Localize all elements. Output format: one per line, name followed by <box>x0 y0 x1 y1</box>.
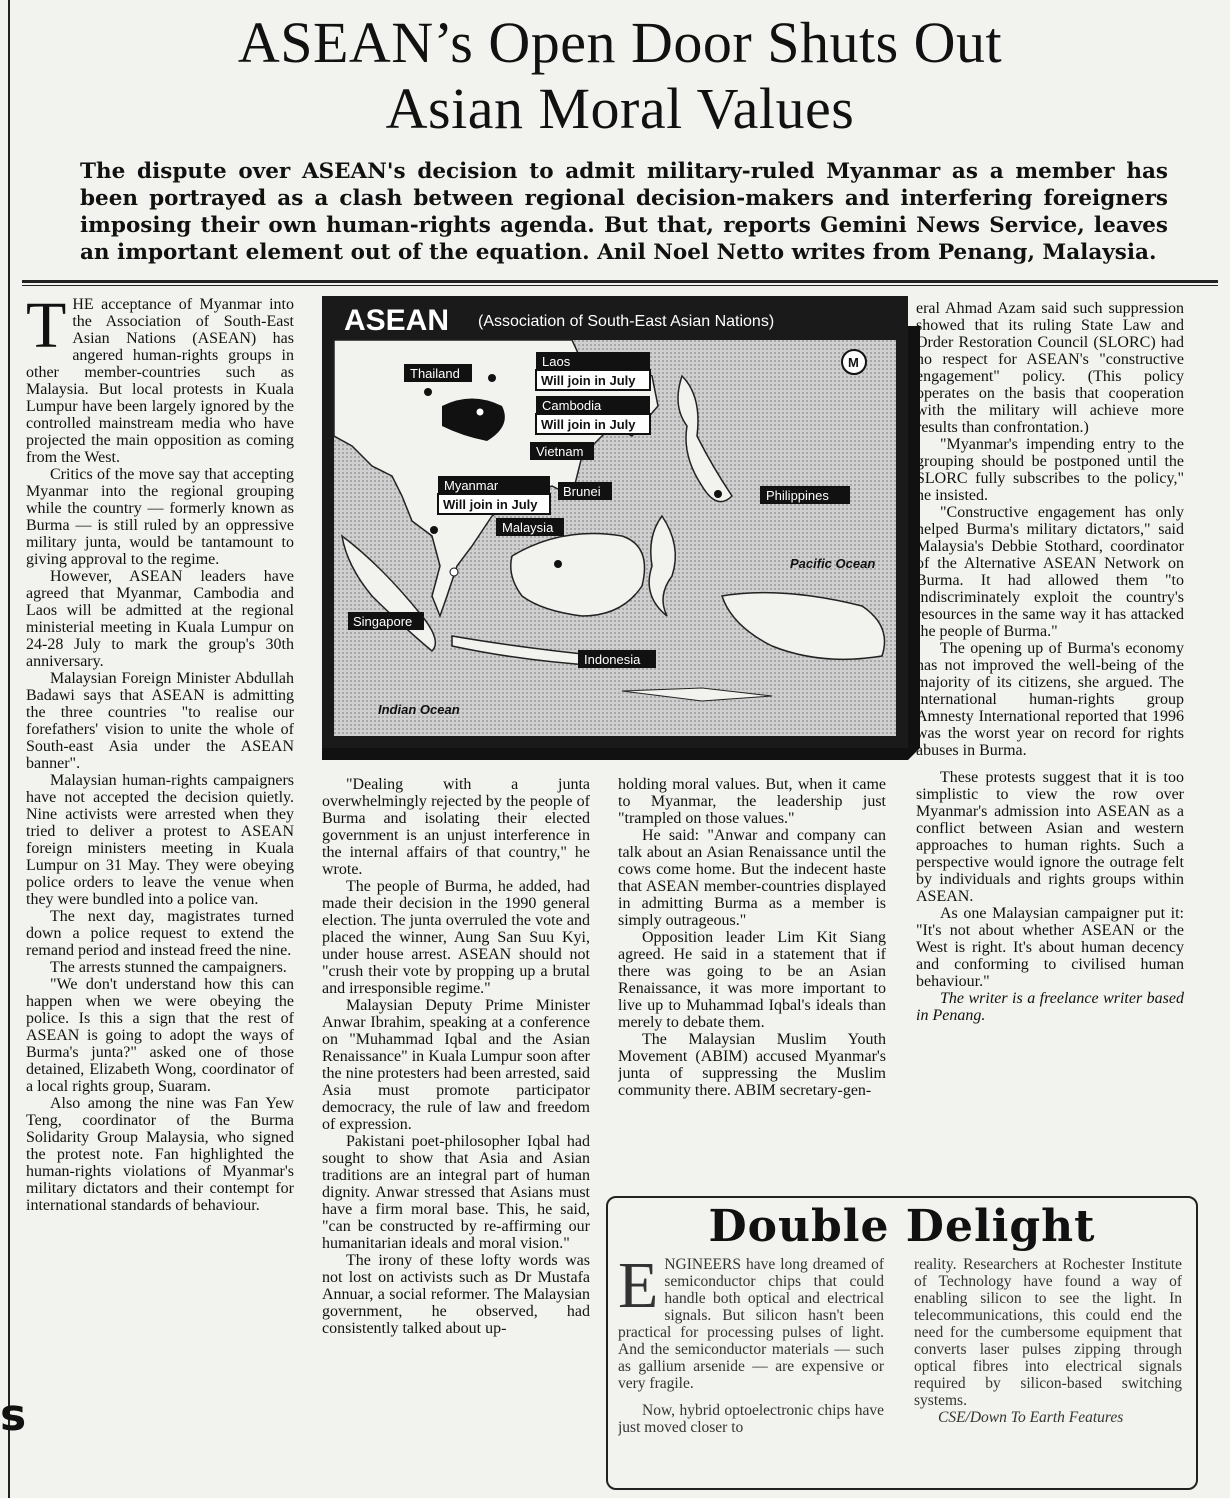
paragraph: The Malaysian Muslim Youth Movement (ABIM) accused Myanmar's junta of suppressing the Muslim community there. ABIM secretary-gen- <box>618 1031 886 1099</box>
paragraph: He said: "Anwar and company can talk about an Asian Renaissance until the cows come home. But the indecent haste that ASEAN member-countries displayed in admitting Burma as a member is simply outrageous." <box>618 827 886 929</box>
paragraph: The arrests stunned the campaigners. <box>50 959 287 976</box>
publisher-logo-text: M <box>848 355 859 370</box>
paragraph: As one Malaysian campaigner put it: "It's not about whether ASEAN or the West is right. It's about human decency and conforming to civilised human behaviour." <box>916 905 1184 990</box>
left-page-rule <box>8 0 10 1498</box>
sidebar-drop-cap: E <box>618 1256 659 1322</box>
svg-text:Philippines: Philippines <box>766 488 829 503</box>
article-column-2 <box>322 776 590 1482</box>
standfirst-text: The dispute over ASEAN's decision to admit military-ruled Myanmar as a member has been portrayed as a clash between regional decision-makers and interfering foreigners imposing their own human-rights agenda. But that, reports Gemini News Service, leaves an important element out of the equation. <box>80 159 1168 265</box>
svg-text:Will join in July: Will join in July <box>541 417 636 432</box>
paragraph: The irony of these lofty words was not lost on activists such as Dr Mustafa Annuar, a social reformer. The Malaysian government, he observed, had consistently talked about up- <box>322 1252 590 1337</box>
sidebar-column-2 <box>914 1256 1182 1482</box>
capital-dot <box>714 490 722 498</box>
deck-bottom-rule-thin <box>22 285 1218 286</box>
paragraph: The next day, magistrates turned down a police request to extend the remand period and instead freed the nine. <box>26 908 294 959</box>
author-tagline: The writer is a freelance writer based in Penang. <box>916 990 1184 1024</box>
paragraph: holding moral values. But, when it came to Myanmar, the leadership just "trampled on those values." <box>618 776 886 827</box>
label-brunei <box>558 482 612 500</box>
drop-cap: T <box>26 296 67 362</box>
label-cambodia <box>536 396 650 434</box>
capital-dot <box>488 374 496 382</box>
paragraph: The opening up of Burma's economy has not improved the well-being of the majority of its citizens, she argued. The international human-rights group Amnesty International reported that 1996 was the worst year on record for rights abuses in Burma. <box>916 640 1184 759</box>
paragraph: Also among the nine was Fan Yew Teng, coordinator of the Burma Solidarity Group Malaysia, who signed the protest note. Fan highlighted the human-rights violations of Myanmar's military dictators and their contempt for international standards of behaviour. <box>26 1095 294 1214</box>
svg-text:Thailand: Thailand <box>410 366 460 381</box>
article-column-3 <box>618 776 886 1188</box>
svg-text:Laos: Laos <box>542 354 571 369</box>
label-thailand <box>404 364 472 382</box>
label-philippines <box>760 486 850 504</box>
capital-dot <box>450 568 458 576</box>
article-column-1 <box>26 296 294 1482</box>
headline-line-1: ASEAN’s Open Door Shuts Out <box>237 10 1003 75</box>
capital-dot <box>476 408 484 416</box>
standfirst <box>80 158 1168 266</box>
paragraph: "Constructive engagement has only helped Burma's military dictators," said Malaysia's Debbie Stothard, coordinator of the Alternative ASEAN Network on Burma. It had allowed them "to indiscriminately exploit the country's resources in the same way it has attacked the people of Burma." <box>916 504 1184 640</box>
label-indian-ocean: Indian Ocean <box>378 702 460 717</box>
paragraph: Now, hybrid optoelectronic chips have just moved closer to <box>618 1402 884 1436</box>
paragraph: "Dealing with a junta overwhelmingly rejected by the people of Burma and isolating their elected government is an unjust interference in the internal affairs of that country," he wrote. <box>322 776 590 878</box>
paragraph: However, ASEAN leaders have agreed that Myanmar, Cambodia and Laos will be admitted at the regional ministerial meeting in Kuala Lumpur on 24-28 July to mark the group's 30th anniversary. <box>26 568 294 670</box>
paragraph: Opposition leader Lim Kit Siang agreed. He said in a statement that if there was going to be an Asian Renaissance, it was more important to live up to Muhammad Iqbal's ideals than merely to debate them. <box>618 929 886 1031</box>
lead-paragraph: THE acceptance of Myanmar into the Association of South-East Asian Nations (ASEAN) has angered human-rights groups in other member-countries such as Malaysia. But local protests in Kuala Lumpur have been largely ignored by the controlled mainstream media who have projected the main opposition as coming from the West. <box>26 296 294 466</box>
paragraph: The people of Burma, he added, had made their decision in the 1990 general election. The junta overruled the vote and placed the winner, Aung San Suu Kyi, under house arrest. ASEAN should not "crush their vote by propping up a brutal and irresponsible regime." <box>322 878 590 997</box>
capital-dot <box>430 526 438 534</box>
label-malaysia <box>496 518 564 536</box>
sidebar-column-1 <box>618 1256 884 1482</box>
paragraph: Malaysian Foreign Minister Abdullah Badawi says that ASEAN is admitting the three countries "to realise our forefathers' vision to unite the whole of South-east Asia under the ASEAN banner". <box>26 670 294 772</box>
label-singapore <box>348 612 424 630</box>
paragraph: Critics of the move say that accepting Myanmar into the regional grouping while the country — formerly known as Burma — is still ruled by an oppressive military junta, would be tantamount to giving approval to the regime. <box>26 466 294 568</box>
paragraph: "We don't understand how this can happen when we were obeying the police. Is this a sign that the rest of ASEAN is going to adopt the ways of Burma's junta?" asked one of those detained, Elizabeth Wong, coordinator of a local rights group, Suaram. <box>26 976 294 1095</box>
paragraph: "Myanmar's impending entry to the grouping should be postponed until the SLORC fully subscribes to the policy," he insisted. <box>916 436 1184 504</box>
label-pacific-ocean: Pacific Ocean <box>790 556 876 571</box>
label-myanmar <box>438 476 550 514</box>
map-subtitle: (Association of South-East Asian Nations) <box>478 313 775 330</box>
byline-name: Anil Noel Netto <box>597 240 785 265</box>
svg-text:Will join in July: Will join in July <box>541 373 636 388</box>
headline-line-2: Asian Moral Values <box>385 76 855 141</box>
headline <box>40 10 1200 142</box>
paragraph: eral Ahmad Azam said such suppression showed that its ruling State Law and Order Restoration Council (SLORC) had no respect for ASEAN's "constructive engagement" policy. (This policy operates on the basis that cooperation with the military will achieve more results than confrontation.) <box>916 300 1184 436</box>
label-vietnam <box>530 442 594 460</box>
paragraph: Pakistani poet-philosopher Iqbal had sought to show that Asia and Asian traditions are an integral part of human dignity. Anwar stressed that Asians must have a firm moral base. This, he said, "can be constructed by re-affirming our humanitarian ideals and moral vision." <box>322 1133 590 1252</box>
byline-suffix: writes from Penang, Malaysia. <box>791 240 1157 265</box>
svg-text:Vietnam: Vietnam <box>536 444 584 459</box>
map-title: ASEAN <box>344 304 450 337</box>
capital-dot <box>424 388 432 396</box>
deck-bottom-rule <box>22 280 1218 283</box>
article-column-4 <box>916 300 1184 1190</box>
svg-text:Singapore: Singapore <box>353 614 413 629</box>
adjacent-page-fragment: s <box>0 1390 27 1441</box>
asean-map-graphic <box>322 296 920 760</box>
sidebar-title: Double Delight <box>708 1201 1096 1252</box>
svg-text:Cambodia: Cambodia <box>542 398 602 413</box>
sidebar-lead-paragraph: ENGINEERS have long dreamed of semiconductor chips that could handle both optical and electrical signals. But silicon hasn't been practical for processing pulses of light. And the semiconductor materials — such as gallium arsenide — are expensive or very fragile. <box>618 1256 884 1392</box>
svg-text:Brunei: Brunei <box>563 484 601 499</box>
svg-text:Will join in July: Will join in July <box>443 497 538 512</box>
svg-text:Indonesia: Indonesia <box>584 652 641 667</box>
sidebar-credit: CSE/Down To Earth Features <box>938 1409 1124 1426</box>
capital-dot <box>554 560 562 568</box>
label-indonesia <box>578 650 656 668</box>
svg-text:Myanmar: Myanmar <box>444 478 499 493</box>
paragraph: Malaysian human-rights campaigners have not accepted the decision quietly. Nine activists were arrested when they tried to deliver a protest to ASEAN foreign ministers meeting in Kuala Lumpur on 31 May. They were obeying police orders to leave the venue when they were bundled into a police van. <box>26 772 294 908</box>
paragraph: These protests suggest that it is too simplistic to view the row over Myanmar's admission into ASEAN as a conflict between Asian and western approaches to human rights. Such a perspective would ignore the outrage felt by individuals and rights groups within ASEAN. <box>916 769 1184 905</box>
paragraph: Malaysian Deputy Prime Minister Anwar Ibrahim, speaking at a conference on "Muhammad Iqbal and the Asian Renaissance" in Kuala Lumpur soon after the nine protesters had been arrested, said Asia must promote participator democracy, the rule of law and freedom of expression. <box>322 997 590 1133</box>
svg-text:Malaysia: Malaysia <box>502 520 554 535</box>
asean-map <box>322 296 920 760</box>
label-laos <box>536 352 650 390</box>
paragraph: reality. Researchers at Rochester Institute of Technology have found a way of enabling silicon to see the light. In telecommunications, this could end the need for the cumbersome equipment that converts laser pulses zipping through optical fibres into electrical signals required by silicon-based switching systems. <box>914 1256 1182 1409</box>
